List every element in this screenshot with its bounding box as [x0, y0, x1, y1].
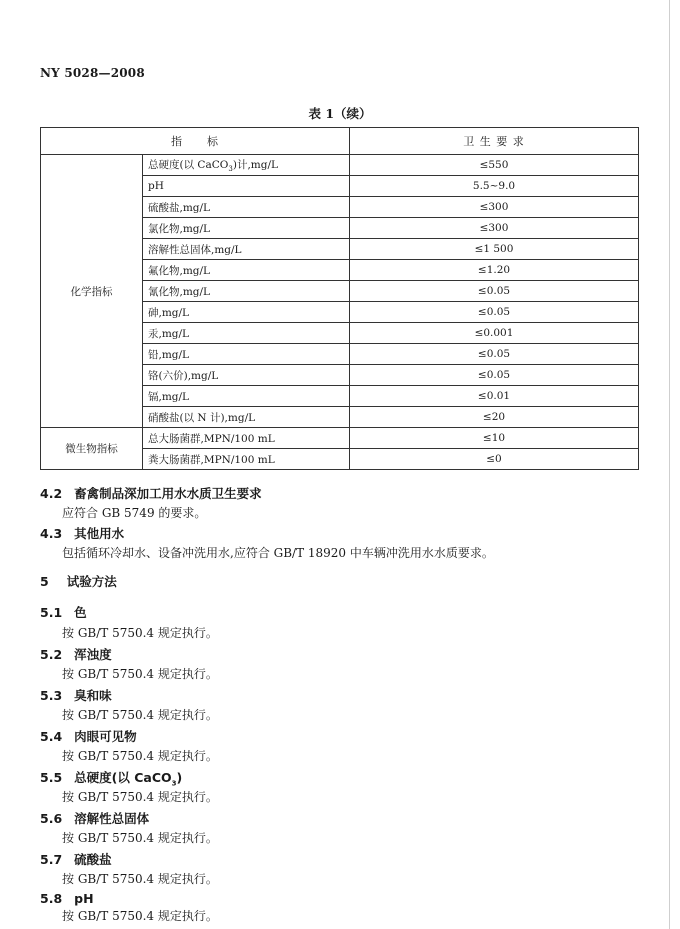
table-header-row — [41, 128, 639, 155]
section-text-5-3: 按 GB/T 5750.4 规定执行。 — [62, 708, 218, 722]
row-item: 氟化物,mg/L — [143, 260, 350, 281]
row-item: 镉,mg/L — [143, 386, 350, 407]
row-item: 硝酸盐(以 N 计),mg/L — [143, 407, 350, 428]
table-caption: 表 1（续） — [308, 106, 372, 121]
row-requirement: ≤1 500 — [350, 239, 639, 260]
standard-code-header: NY 5028—2008 — [40, 66, 145, 80]
row-item: 粪大肠菌群,MPN/100 mL — [143, 449, 350, 470]
section-text-5-6: 按 GB/T 5750.4 规定执行。 — [62, 831, 218, 845]
row-requirement: ≤10 — [350, 428, 639, 449]
page-edge-line — [669, 0, 670, 929]
header-requirement: 卫 生 要 求 — [350, 128, 639, 155]
section-heading-4-2: 4.2 畜禽制品深加工用水水质卫生要求 — [40, 486, 262, 501]
section-text-5-5: 按 GB/T 5750.4 规定执行。 — [62, 790, 218, 804]
water-quality-table — [40, 127, 639, 470]
row-item: 溶解性总固体,mg/L — [143, 239, 350, 260]
row-requirement: ≤0.001 — [350, 323, 639, 344]
row-requirement: ≤0.05 — [350, 302, 639, 323]
section-heading-4-3: 4.3 其他用水 — [40, 526, 125, 541]
section-heading-5-7: 5.7 硫酸盐 — [40, 852, 112, 867]
section-heading-5-8: 5.8 pH — [40, 891, 94, 906]
row-requirement: 5.5~9.0 — [350, 176, 639, 197]
row-requirement: ≤0 — [350, 449, 639, 470]
section-text-5-4: 按 GB/T 5750.4 规定执行。 — [62, 749, 218, 763]
section-text-5-2: 按 GB/T 5750.4 规定执行。 — [62, 667, 218, 681]
row-requirement: ≤550 — [350, 155, 639, 176]
section-text-4-3: 包括循环冷却水、设备冲洗用水,应符合 GB/T 18920 中车辆冲洗用水水质要求。 — [62, 546, 494, 560]
table-row — [41, 155, 639, 176]
header-indicator: 指 标 — [41, 128, 350, 155]
row-requirement: ≤300 — [350, 197, 639, 218]
section-heading-5-3: 5.3 臭和味 — [40, 688, 112, 703]
row-requirement: ≤0.05 — [350, 365, 639, 386]
row-item: 总大肠菌群,MPN/100 mL — [143, 428, 350, 449]
section-heading-5-6: 5.6 溶解性总固体 — [40, 811, 150, 826]
section-heading-5-5: 5.5 总硬度(以 CaCO$_3$) — [40, 770, 183, 788]
row-item: 汞,mg/L — [143, 323, 350, 344]
section-text-4-2: 应符合 GB 5749 的要求。 — [62, 506, 207, 520]
row-item: 硫酸盐,mg/L — [143, 197, 350, 218]
category-microbial: 微生物指标 — [41, 428, 143, 470]
category-chemical: 化学指标 — [41, 155, 143, 428]
section-heading-5: 5 试验方法 — [40, 574, 117, 589]
row-item: 氰化物,mg/L — [143, 281, 350, 302]
row-item: 铅,mg/L — [143, 344, 350, 365]
row-item: 砷,mg/L — [143, 302, 350, 323]
row-requirement: ≤1.20 — [350, 260, 639, 281]
row-item: 铬(六价),mg/L — [143, 365, 350, 386]
row-requirement: ≤20 — [350, 407, 639, 428]
table-row — [41, 428, 639, 449]
row-requirement: ≤0.05 — [350, 344, 639, 365]
row-item: pH — [143, 176, 350, 197]
section-text-5-8: 按 GB/T 5750.4 规定执行。 — [62, 909, 218, 923]
section-text-5-1: 按 GB/T 5750.4 规定执行。 — [62, 626, 218, 640]
row-requirement: ≤0.01 — [350, 386, 639, 407]
row-item: 氯化物,mg/L — [143, 218, 350, 239]
row-item: 总硬度(以 CaCO$_3$)计,mg/L — [143, 155, 350, 176]
section-heading-5-2: 5.2 浑浊度 — [40, 647, 112, 662]
section-heading-5-1: 5.1 色 — [40, 605, 87, 620]
row-requirement: ≤0.05 — [350, 281, 639, 302]
section-heading-5-4: 5.4 肉眼可见物 — [40, 729, 137, 744]
row-requirement: ≤300 — [350, 218, 639, 239]
section-text-5-7: 按 GB/T 5750.4 规定执行。 — [62, 872, 218, 886]
